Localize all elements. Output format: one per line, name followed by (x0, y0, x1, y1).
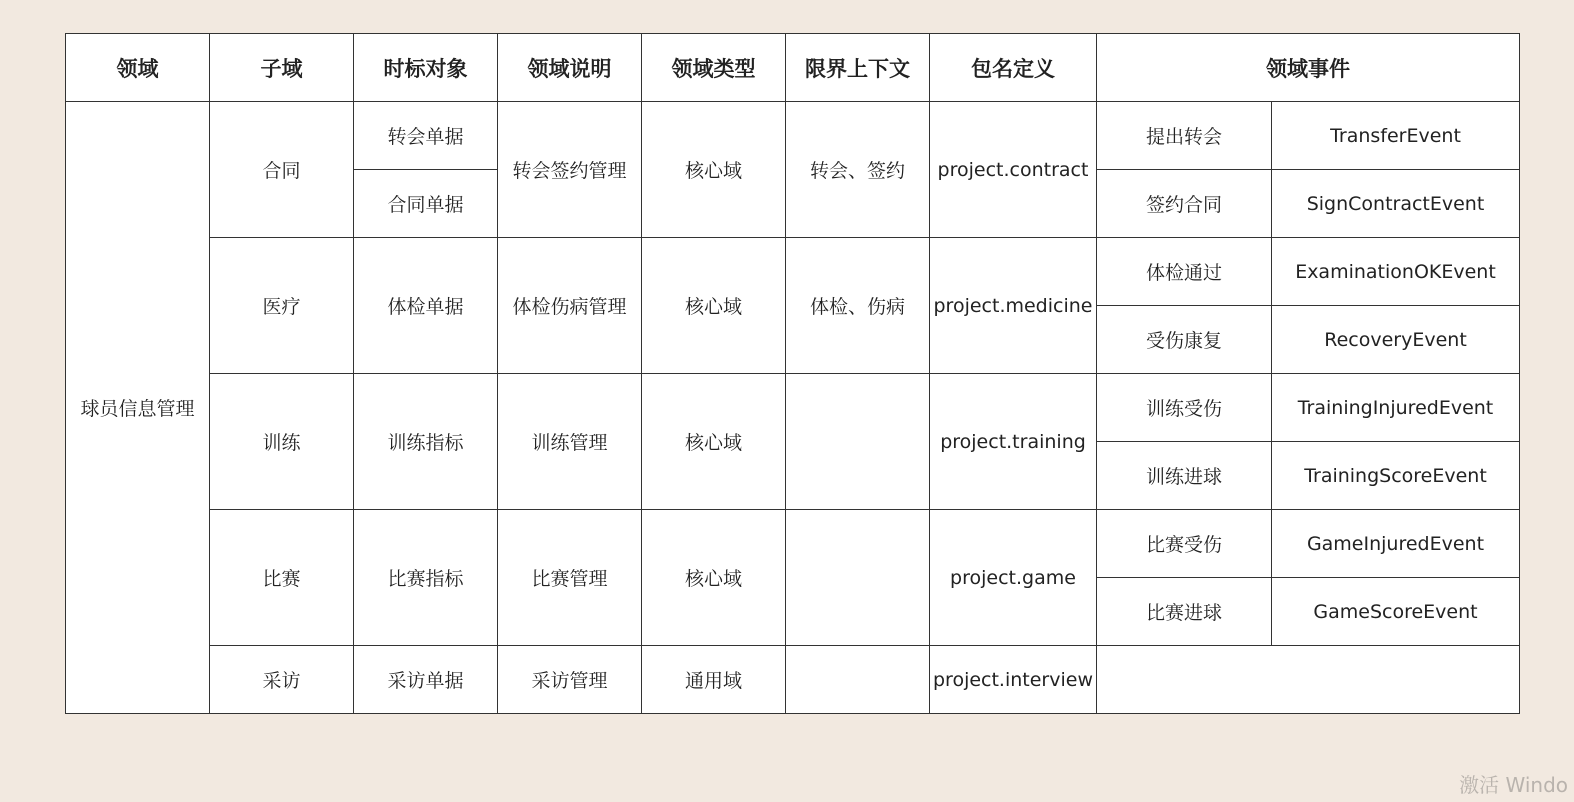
object-cell: 采访单据 (354, 646, 498, 714)
event-name-cell: 训练受伤 (1097, 374, 1272, 442)
context-cell (786, 646, 930, 714)
watermark: 激活 Windo (1459, 773, 1568, 797)
event-name-cell: 受伤康复 (1097, 306, 1272, 374)
type-cell: 核心域 (642, 510, 786, 646)
type-cell: 核心域 (642, 238, 786, 374)
subdomain-cell: 医疗 (210, 238, 354, 374)
description-cell: 体检伤病管理 (498, 238, 642, 374)
domain-cell: 球员信息管理 (66, 102, 210, 714)
description-cell: 训练管理 (498, 374, 642, 510)
subdomain-cell: 采访 (210, 646, 354, 714)
object-cell: 转会单据 (354, 102, 498, 170)
event-code-cell: TransferEvent (1272, 102, 1520, 170)
table-row (66, 238, 1520, 306)
table-row (66, 510, 1520, 578)
subdomain-cell: 合同 (210, 102, 354, 238)
event-code-cell: ExaminationOKEvent (1272, 238, 1520, 306)
subdomain-cell: 训练 (210, 374, 354, 510)
event-code-cell: RecoveryEvent (1272, 306, 1520, 374)
event-name-cell: 训练进球 (1097, 442, 1272, 510)
event-code-cell: TrainingInjuredEvent (1272, 374, 1520, 442)
type-cell: 核心域 (642, 102, 786, 238)
context-cell (786, 374, 930, 510)
domain-table (65, 33, 1520, 714)
context-cell: 转会、签约 (786, 102, 930, 238)
subdomain-cell: 比赛 (210, 510, 354, 646)
header-description: 领域说明 (498, 34, 642, 102)
package-cell: project.interview (930, 646, 1097, 714)
header-object: 时标对象 (354, 34, 498, 102)
package-cell: project.contract (930, 102, 1097, 238)
object-cell: 比赛指标 (354, 510, 498, 646)
event-code-cell: SignContractEvent (1272, 170, 1520, 238)
object-cell: 合同单据 (354, 170, 498, 238)
object-cell: 训练指标 (354, 374, 498, 510)
header-events: 领域事件 (1097, 34, 1520, 102)
header-type: 领域类型 (642, 34, 786, 102)
description-cell: 转会签约管理 (498, 102, 642, 238)
event-name-cell: 体检通过 (1097, 238, 1272, 306)
package-cell: project.training (930, 374, 1097, 510)
event-code-cell: GameInjuredEvent (1272, 510, 1520, 578)
header-row (66, 34, 1520, 102)
description-cell: 比赛管理 (498, 510, 642, 646)
event-code-cell: GameScoreEvent (1272, 578, 1520, 646)
event-empty-cell (1097, 646, 1520, 714)
header-context: 限界上下文 (786, 34, 930, 102)
table-row (66, 102, 1520, 170)
event-name-cell: 比赛进球 (1097, 578, 1272, 646)
description-cell: 采访管理 (498, 646, 642, 714)
event-name-cell: 比赛受伤 (1097, 510, 1272, 578)
table-row (66, 374, 1520, 442)
event-name-cell: 签约合同 (1097, 170, 1272, 238)
type-cell: 核心域 (642, 374, 786, 510)
package-cell: project.game (930, 510, 1097, 646)
header-subdomain: 子域 (210, 34, 354, 102)
package-cell: project.medicine (930, 238, 1097, 374)
object-cell: 体检单据 (354, 238, 498, 374)
type-cell: 通用域 (642, 646, 786, 714)
event-name-cell: 提出转会 (1097, 102, 1272, 170)
context-cell (786, 510, 930, 646)
header-domain: 领域 (66, 34, 210, 102)
header-package: 包名定义 (930, 34, 1097, 102)
context-cell: 体检、伤病 (786, 238, 930, 374)
event-code-cell: TrainingScoreEvent (1272, 442, 1520, 510)
